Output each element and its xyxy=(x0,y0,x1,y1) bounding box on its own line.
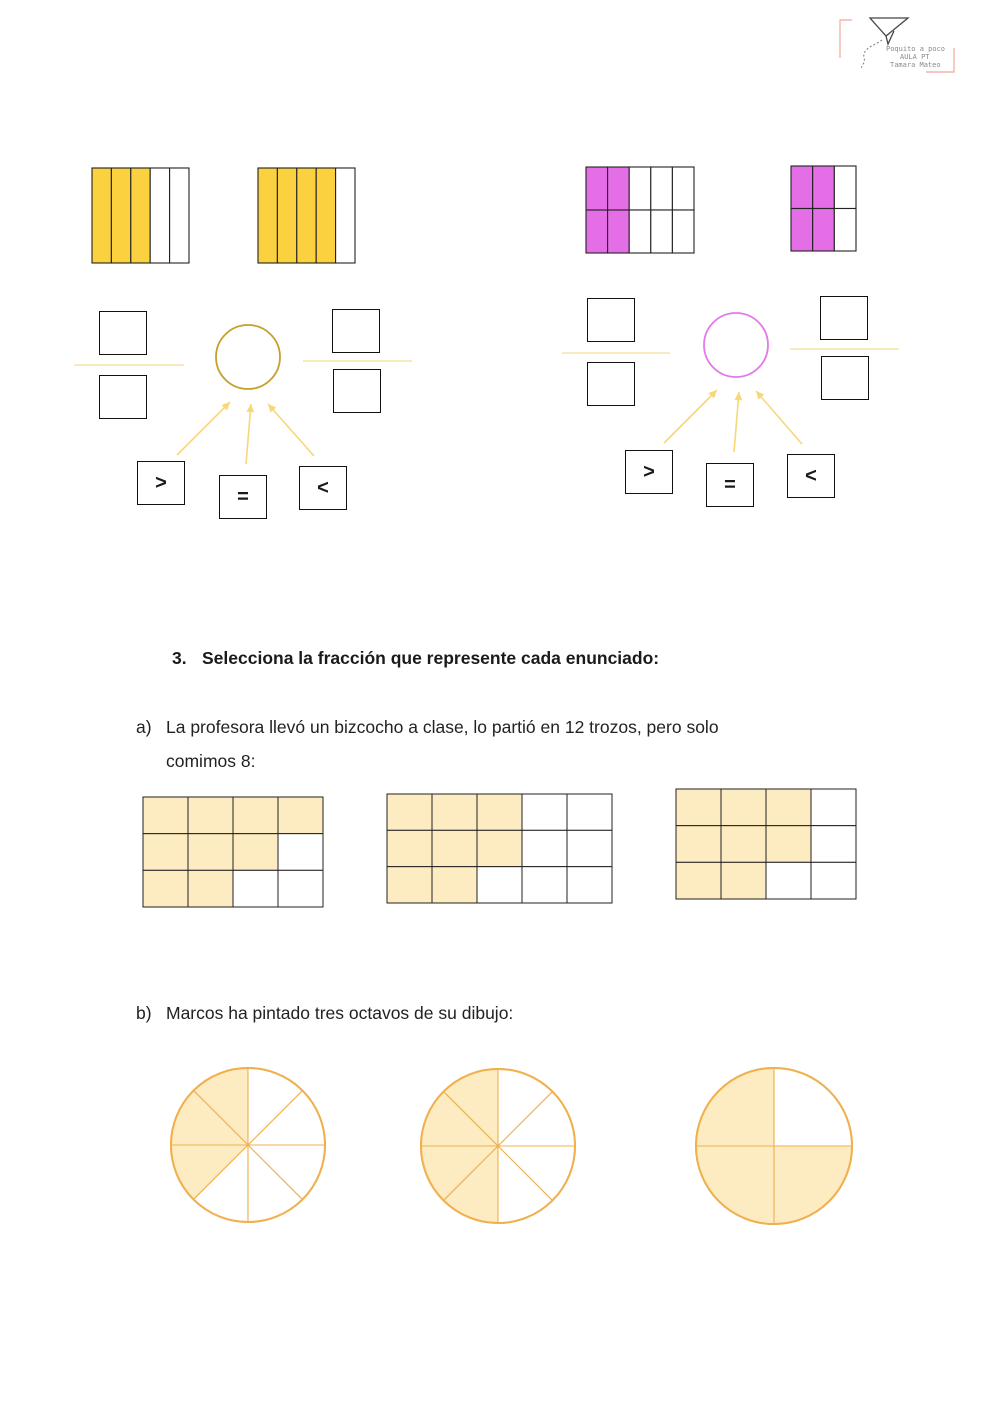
grid-cell xyxy=(387,867,432,903)
grid-cell xyxy=(811,862,856,899)
ex1-comparison-circle xyxy=(216,325,280,389)
grid-cell xyxy=(143,834,188,871)
bar-cell xyxy=(608,210,630,253)
ex1-left-numerator-box[interactable] xyxy=(99,311,147,355)
question-b-option-circle-3[interactable] xyxy=(696,1068,852,1224)
watermark-line-3: Tamara Mateo xyxy=(890,61,941,69)
bar-cell xyxy=(258,168,277,263)
arrow-head xyxy=(734,392,742,400)
question-b-option-circle-2[interactable] xyxy=(421,1069,575,1223)
bar-cell xyxy=(629,210,651,253)
grid-cell xyxy=(811,826,856,863)
grid-cell xyxy=(522,830,567,866)
ex1-right-numerator-box[interactable] xyxy=(332,309,380,353)
ex2-left-numerator-box[interactable] xyxy=(587,298,635,342)
bar-cell xyxy=(834,209,856,252)
ex2-left-denominator-box[interactable] xyxy=(587,362,635,406)
bar-cell xyxy=(608,167,630,210)
grid-cell xyxy=(278,834,323,871)
question-a-line-2: comimos 8: xyxy=(166,751,256,771)
pie-slice xyxy=(696,1146,774,1224)
grid-cell xyxy=(811,789,856,826)
grid-cell xyxy=(477,830,522,866)
bar-cell xyxy=(672,167,694,210)
grid-cell xyxy=(676,826,721,863)
grid-cell xyxy=(233,870,278,907)
bar-cell xyxy=(92,168,111,263)
bar-cell xyxy=(131,168,150,263)
arrow-shaft xyxy=(734,392,739,452)
bar-cell xyxy=(672,210,694,253)
arrow-shaft xyxy=(756,391,802,444)
watermark-line-2: AULA PT xyxy=(900,53,930,61)
question-a-option-grid-1[interactable] xyxy=(143,797,323,907)
section-3-title: Selecciona la fracción que represente cada enunciado: xyxy=(202,648,660,668)
ex1-equals-button[interactable]: = xyxy=(219,475,267,519)
ex2-right-denominator-box[interactable] xyxy=(821,356,869,400)
pie-slice xyxy=(774,1068,852,1146)
grid-cell xyxy=(387,830,432,866)
ex1-right-denominator-box[interactable] xyxy=(333,369,381,413)
question-a-text xyxy=(136,710,719,778)
grid-cell xyxy=(188,870,233,907)
arrow-shaft xyxy=(177,402,230,455)
bar-cell xyxy=(111,168,130,263)
grid-cell xyxy=(143,797,188,834)
arrow-shaft xyxy=(246,404,251,464)
ex1-arrow-icon-1 xyxy=(177,402,230,455)
grid-cell xyxy=(522,867,567,903)
grid-cell xyxy=(766,862,811,899)
question-b-label: b) xyxy=(136,1003,152,1023)
ex1-greater-than-button[interactable]: > xyxy=(137,461,185,505)
bar-cell xyxy=(150,168,169,263)
grid-cell xyxy=(721,826,766,863)
ex1-fraction-bar-1 xyxy=(92,168,189,263)
grid-cell xyxy=(676,789,721,826)
question-a-line-1: La profesora llevó un bizcocho a clase, lo partió en 12 trozos, pero solo xyxy=(166,717,719,737)
bar-cell xyxy=(629,167,651,210)
bar-cell xyxy=(277,168,296,263)
grid-cell xyxy=(278,870,323,907)
grid-cell xyxy=(766,789,811,826)
arrow-shaft xyxy=(268,404,314,456)
ex1-arrow-icon-3 xyxy=(268,404,314,456)
ex2-comparison-circle xyxy=(704,313,768,377)
pie-slice xyxy=(774,1146,852,1224)
bar-cell xyxy=(813,166,835,209)
ex1-fraction-bar-2 xyxy=(258,168,355,263)
ex2-right-numerator-box[interactable] xyxy=(820,296,868,340)
arrow-head xyxy=(246,404,254,412)
bar-cell xyxy=(336,168,355,263)
grid-cell xyxy=(567,830,612,866)
grid-cell xyxy=(188,797,233,834)
question-b-text xyxy=(136,996,513,1030)
grid-cell xyxy=(233,797,278,834)
grid-cell xyxy=(766,826,811,863)
grid-cell xyxy=(233,834,278,871)
bar-cell xyxy=(791,209,813,252)
grid-cell xyxy=(432,794,477,830)
ex2-greater-than-button[interactable]: > xyxy=(625,450,673,494)
grid-cell xyxy=(477,867,522,903)
bar-cell xyxy=(834,166,856,209)
grid-cell xyxy=(567,794,612,830)
grid-cell xyxy=(432,867,477,903)
question-a-label: a) xyxy=(136,717,152,737)
ex1-less-than-button[interactable]: < xyxy=(299,466,347,510)
bar-cell xyxy=(791,166,813,209)
ex1-arrow-icon-2 xyxy=(246,404,254,464)
grid-cell xyxy=(522,794,567,830)
grid-cell xyxy=(143,870,188,907)
grid-cell xyxy=(721,862,766,899)
bar-cell xyxy=(651,167,673,210)
bar-cell xyxy=(813,209,835,252)
bar-cell xyxy=(316,168,335,263)
grid-cell xyxy=(477,794,522,830)
watermark-line-1: Poquito a poco xyxy=(886,45,946,53)
question-a-option-grid-2[interactable] xyxy=(387,794,612,903)
pie-slice xyxy=(696,1068,774,1146)
question-b-option-circle-1[interactable] xyxy=(171,1068,325,1222)
ex2-fraction-bar-2 xyxy=(791,166,856,251)
grid-cell xyxy=(676,862,721,899)
bar-cell xyxy=(586,167,608,210)
grid-cell xyxy=(387,794,432,830)
ex2-less-than-button[interactable]: < xyxy=(787,454,835,498)
bar-cell xyxy=(297,168,316,263)
grid-cell xyxy=(567,867,612,903)
grid-cell xyxy=(432,830,477,866)
ex1-left-denominator-box[interactable] xyxy=(99,375,147,419)
grid-cell xyxy=(278,797,323,834)
ex2-arrow-icon-1 xyxy=(664,390,717,443)
ex2-equals-button[interactable]: = xyxy=(706,463,754,507)
arrow-shaft xyxy=(664,390,717,443)
bar-cell xyxy=(651,210,673,253)
bar-cell xyxy=(586,210,608,253)
ex2-fraction-bar-1 xyxy=(586,167,694,253)
ex2-arrow-icon-2 xyxy=(734,392,742,452)
grid-cell xyxy=(188,834,233,871)
question-b-line: Marcos ha pintado tres octavos de su dibujo: xyxy=(166,1003,514,1023)
question-a-option-grid-3[interactable] xyxy=(676,789,856,899)
section-3-heading xyxy=(172,648,659,669)
section-3-number: 3. xyxy=(172,648,187,668)
ex2-arrow-icon-3 xyxy=(756,391,802,444)
bar-cell xyxy=(170,168,189,263)
grid-cell xyxy=(721,789,766,826)
